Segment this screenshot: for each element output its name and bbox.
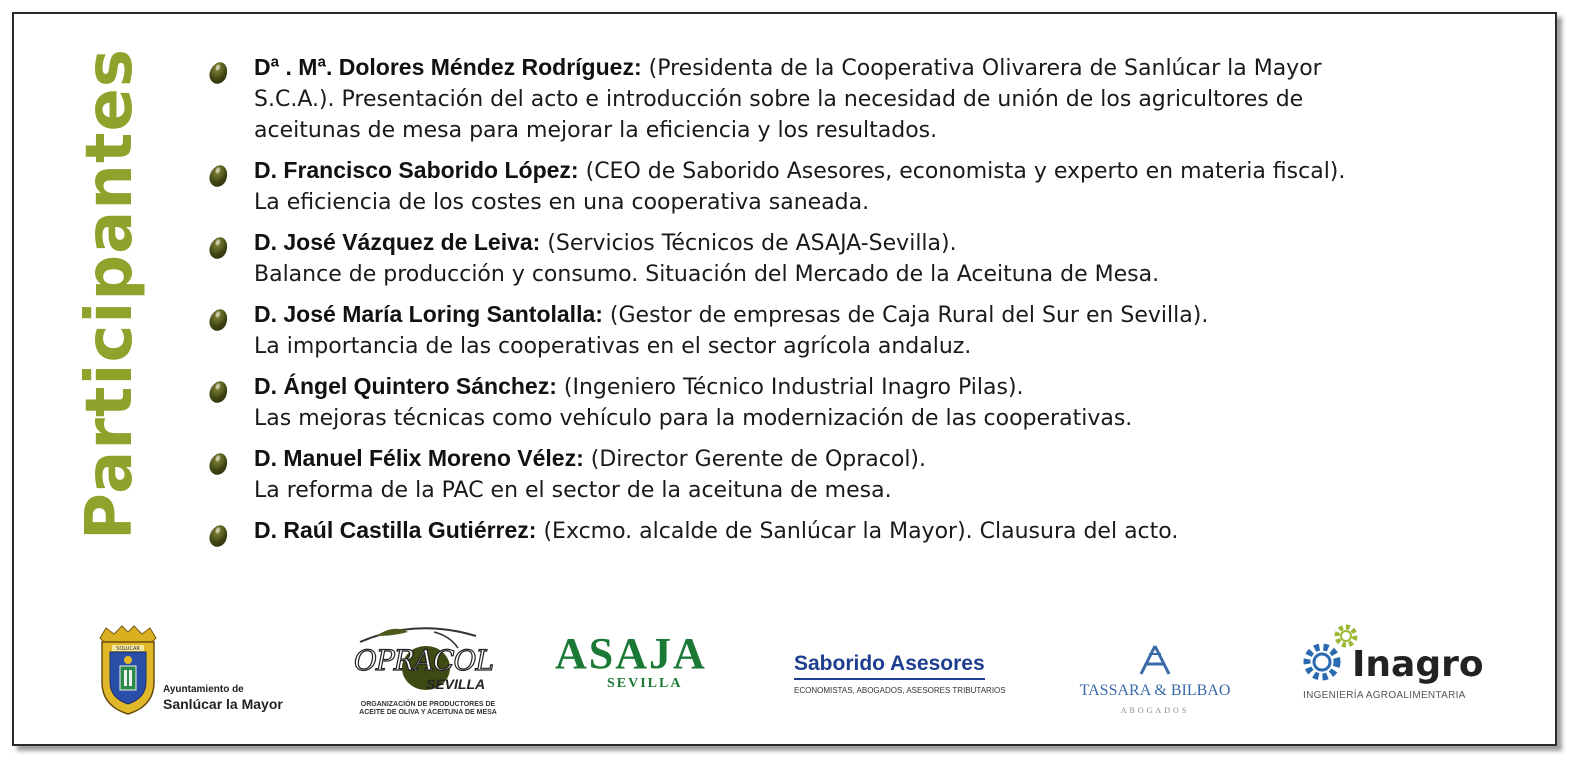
participant-line: [254, 227, 1510, 259]
participant-line: [254, 371, 1510, 403]
olive-bullet-icon: [207, 235, 230, 261]
participant-text: (CEO de Saborido Asesores, economista y experto en materia fiscal).: [585, 159, 1346, 184]
inagro-logo: [1300, 620, 1484, 710]
participant-text: (Ingeniero Técnico Industrial Inagro Pilas).: [563, 375, 1024, 400]
participant-item: [210, 227, 1510, 290]
opracol-name: OPRACOL: [354, 644, 494, 677]
coat-of-arms-icon: [92, 624, 164, 716]
olive-bullet-icon: [207, 60, 230, 86]
participant-item: [210, 299, 1510, 362]
ayuntamiento-line1: Ayuntamiento de: [163, 684, 244, 695]
inagro-name: Inagro: [1352, 644, 1484, 685]
participant-name: D. Raúl Castilla Gutiérrez:: [254, 517, 537, 543]
opracol-city: SEVILLA: [426, 676, 486, 692]
tassara-name: TASSARA & BILBAO: [1079, 682, 1231, 699]
participant-text: (Presidenta de la Cooperativa Olivarera de Sanlúcar la Mayor: [648, 56, 1322, 81]
olive-bullet-icon: [207, 451, 230, 477]
olive-bullet-icon: [207, 379, 230, 405]
shield-text: SOLUCAR: [116, 646, 140, 652]
opracol-logo: [346, 622, 506, 718]
participant-name: D. Francisco Saborido López:: [254, 157, 579, 183]
participant-text: Las mejoras técnicas como vehículo para la modernización de las cooperativas.: [254, 406, 1133, 431]
participant-text: La eficiencia de los costes en una cooperativa saneada.: [254, 190, 870, 215]
participant-text: La reforma de la PAC en el sector de la aceituna de mesa.: [254, 478, 892, 503]
participant-text: (Gestor de empresas de Caja Rural del Sur en Sevilla).: [609, 303, 1209, 328]
participant-name: D. Manuel Félix Moreno Vélez:: [254, 445, 584, 471]
participant-line: [254, 515, 1510, 547]
participant-item: [210, 155, 1510, 218]
ayuntamiento-line2: Sanlúcar la Mayor: [163, 696, 283, 712]
opracol-description: ORGANIZACIÓN DE PRODUCTORES DE ACEITE DE OLIVA Y ACEITUNA DE MESA: [359, 701, 497, 716]
participant-line: [254, 155, 1510, 187]
monogram-a-icon: [1135, 644, 1175, 676]
olive-bullet-icon: [207, 307, 230, 333]
participant-item: [210, 371, 1510, 434]
participant-text: (Excmo. alcalde de Sanlúcar la Mayor). Clausura del acto.: [543, 519, 1179, 544]
participant-text: (Director Gerente de Opracol).: [590, 447, 927, 472]
participant-text: Balance de producción y consumo. Situación del Mercado de la Aceituna de Mesa.: [254, 262, 1160, 287]
participant-name: Dª . Mª. Dolores Méndez Rodríguez:: [254, 54, 642, 80]
participants-list: [210, 52, 1510, 556]
saborido-logo: [794, 652, 1006, 695]
asaja-logo: [555, 629, 733, 696]
participant-line: [254, 52, 1510, 84]
participant-item: [210, 443, 1510, 506]
saborido-name: Saborido Asesores: [794, 652, 985, 680]
participant-text: La importancia de las cooperativas en el sector agrícola andaluz.: [254, 334, 972, 359]
ayuntamiento-logo: [163, 684, 283, 712]
gears-icon: [1300, 620, 1360, 684]
participant-item: [210, 515, 1510, 547]
participant-line: [254, 443, 1510, 475]
inagro-tagline: INGENIERÍA AGROALIMENTARIA: [1303, 690, 1466, 701]
participant-text: (Servicios Técnicos de ASAJA-Sevilla).: [547, 231, 957, 256]
asaja-name: ASAJA: [555, 629, 707, 678]
participant-name: D. José Vázquez de Leiva:: [254, 229, 541, 255]
participant-text: S.C.A.). Presentación del acto e introducción sobre la necesidad de unión de los agricultores de: [254, 87, 1304, 112]
participant-line: [254, 299, 1510, 331]
tassara-tagline: ABOGADOS: [1120, 706, 1190, 715]
tassara-logo: [1062, 644, 1248, 715]
participants-title: Participantes: [73, 48, 147, 540]
participant-name: D. Ángel Quintero Sánchez:: [254, 373, 557, 399]
participant-name: D. José María Loring Santolalla:: [254, 301, 603, 327]
participant-text: aceitunas de mesa para mejorar la eficiencia y los resultados.: [254, 118, 938, 143]
asaja-city: SEVILLA: [607, 676, 683, 691]
saborido-tagline: ECONOMISTAS, ABOGADOS, ASESORES TRIBUTARIOS: [794, 686, 1006, 695]
olive-bullet-icon: [207, 163, 230, 189]
participant-item: [210, 52, 1510, 146]
olive-bullet-icon: [207, 523, 230, 549]
